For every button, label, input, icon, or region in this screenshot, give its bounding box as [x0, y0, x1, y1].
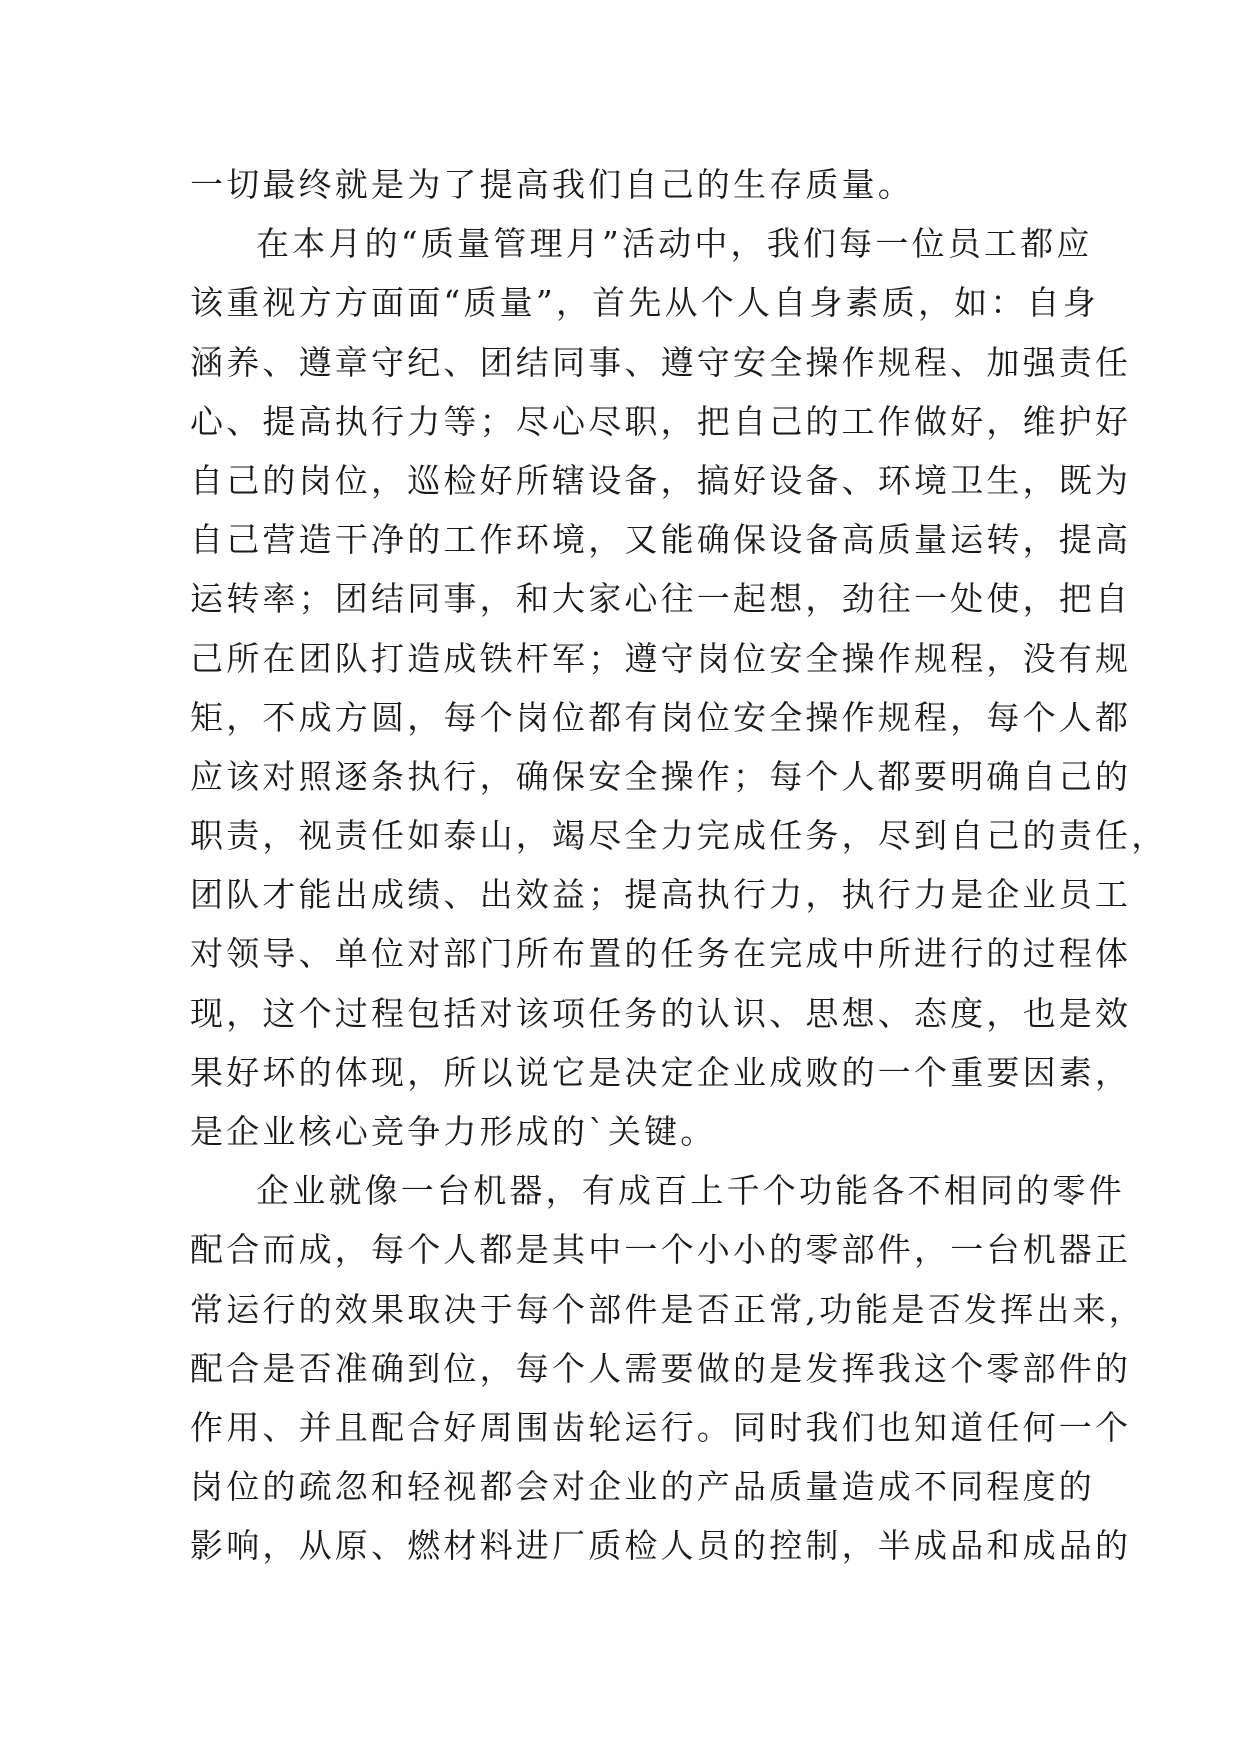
text-line: 现，这个过程包括对该项任务的认识、思想、态度，也是效 [190, 993, 1132, 1033]
document-body [190, 155, 1168, 1576]
text-line: 该重视方方面面“质量”，首先从个人自身素质，如：自身 [190, 283, 1099, 323]
text-line: 是企业核心竞争力形成的`关键。 [190, 1112, 717, 1151]
text-line: 对领导、单位对部门所布置的任务在完成中所进行的过程体 [190, 934, 1132, 974]
text-line: 果好坏的体现，所以说它是决定企业成败的一个重要因素， [190, 1052, 1132, 1092]
text-line: 矩，不成方圆，每个岗位都有岗位安全操作规程，每个人都 [190, 697, 1132, 737]
paragraph-start-line: 在本月的“质量管理月”活动中，我们每一位员工都应 [256, 224, 1093, 264]
text-line: 配合而成，每个人都是其中一个小小的零部件，一台机器正 [190, 1230, 1132, 1270]
text-line: 作用、并且配合好周围齿轮运行。同时我们也知道任何一个 [190, 1407, 1132, 1447]
text-line: 职责，视责任如泰山，竭尽全力完成任务，尽到自己的责任， [190, 816, 1168, 856]
text-line: 团队才能出成绩、出效益；提高执行力，执行力是企业员工 [190, 875, 1132, 915]
text-line: 影响，从原、燃材料进厂质检人员的控制，半成品和成品的 [190, 1526, 1132, 1566]
text-line: 运转率；团结同事，和大家心往一起想，劲往一处使，把自 [190, 579, 1132, 619]
text-line: 自己的岗位，巡检好所辖设备，搞好设备、环境卫生，既为 [190, 460, 1132, 500]
text-line: 岗位的疏忽和轻视都会对企业的产品质量造成不同程度的 [190, 1467, 1095, 1507]
text-line: 一切最终就是为了提高我们自己的生存质量。 [190, 165, 914, 204]
text-line: 配合是否准确到位，每个人需要做的是发挥我这个零部件的 [190, 1348, 1132, 1388]
text-line: 己所在团队打造成铁杆军；遵守岗位安全操作规程，没有规 [190, 638, 1132, 678]
text-line: 应该对照逐条执行，确保安全操作；每个人都要明确自己的 [190, 756, 1132, 796]
text-line: 自己营造干净的工作环境，又能确保设备高质量运转，提高 [190, 520, 1132, 560]
text-line: 心、提高执行力等；尽心尽职，把自己的工作做好，维护好 [190, 401, 1132, 441]
text-line: 常运行的效果取决于每个部件是否正常,功能是否发挥出来， [190, 1289, 1145, 1329]
text-line: 涵养、遵章守纪、团结同事、遵守安全操作规程、加强责任 [190, 342, 1132, 382]
paragraph-start-line: 企业就像一台机器，有成百上千个功能各不相同的零件 [256, 1171, 1125, 1211]
